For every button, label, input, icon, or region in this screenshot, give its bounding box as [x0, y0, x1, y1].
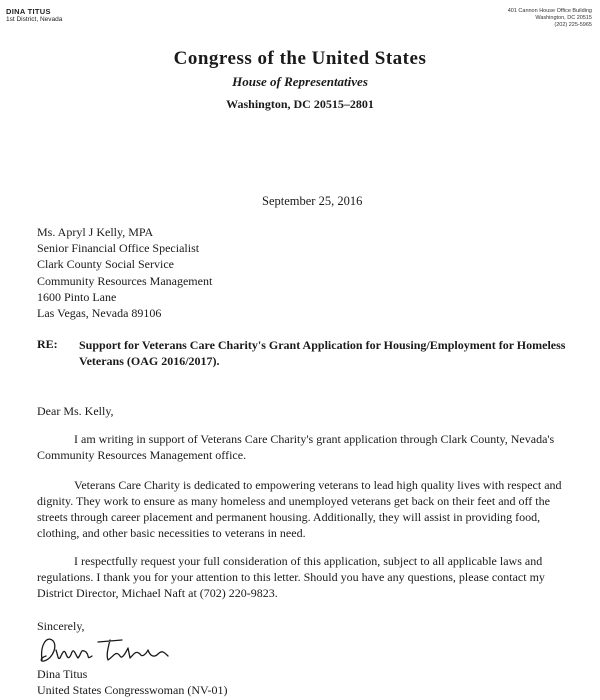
office-line-3: (202) 225-5965 — [554, 22, 592, 28]
signature — [36, 632, 176, 666]
closing: Sincerely, — [37, 619, 85, 633]
office-line-1: 401 Cannon House Office Building — [507, 8, 592, 14]
addressee-line: 1600 Pinto Lane — [37, 289, 117, 304]
re-subject: Support for Veterans Care Charity's Grant Application for Housing/Employment for Homeless Veterans (OAG 2016/2017). — [79, 338, 566, 368]
addressee-line: Ms. Apryl J Kelly, MPA — [37, 225, 154, 239]
body-paragraph-3: I respectfully request your full consideration of this application, subject to all applicable laws and regulations. I thank you for your attention to this letter. Should you have any questions, please contact my District Director, Michael Naft at (702) 220-9823. — [37, 554, 545, 600]
addressee-line: Community Resources Management — [37, 273, 213, 288]
body-paragraph-2: Veterans Care Charity is dedicated to empowering veterans to lead high quality lives with respect and dignity. They work to ensure as many homeless and unemployed veterans get back on their feet and off the streets through career placement and permanent housing. Additionally, they will assist in providing food, clothing, and other basic necessities to veterans in need. — [37, 478, 562, 540]
member-name: DINA TITUS — [6, 7, 51, 16]
office-line-2: Washington, DC 20515 — [535, 15, 592, 21]
signer-name: Dina Titus — [37, 667, 88, 681]
letterhead-house: House of Representatives — [232, 74, 368, 89]
re-label: RE: — [37, 337, 58, 351]
signer-title: United States Congresswoman (NV-01) — [37, 683, 228, 697]
addressee-line: Senior Financial Office Specialist — [37, 241, 200, 256]
member-district: 1st District, Nevada — [6, 16, 63, 23]
letterhead-congress: Congress of the United States — [173, 48, 427, 69]
addressee-block — [37, 224, 212, 321]
addressee-line: Las Vegas, Nevada 89106 — [37, 306, 162, 321]
letterhead-city: Washington, DC 20515–2801 — [226, 97, 374, 111]
body-paragraph-1: I am writing in support of Veterans Care Charity's grant application through Clark County, Nevada's Community Resources Management office. — [37, 432, 555, 462]
member-header — [6, 8, 62, 24]
office-address-header — [508, 8, 592, 29]
letter-date: September 25, 2016 — [262, 194, 363, 208]
salutation: Dear Ms. Kelly, — [37, 404, 114, 418]
addressee-line: Clark County Social Service — [37, 257, 174, 272]
